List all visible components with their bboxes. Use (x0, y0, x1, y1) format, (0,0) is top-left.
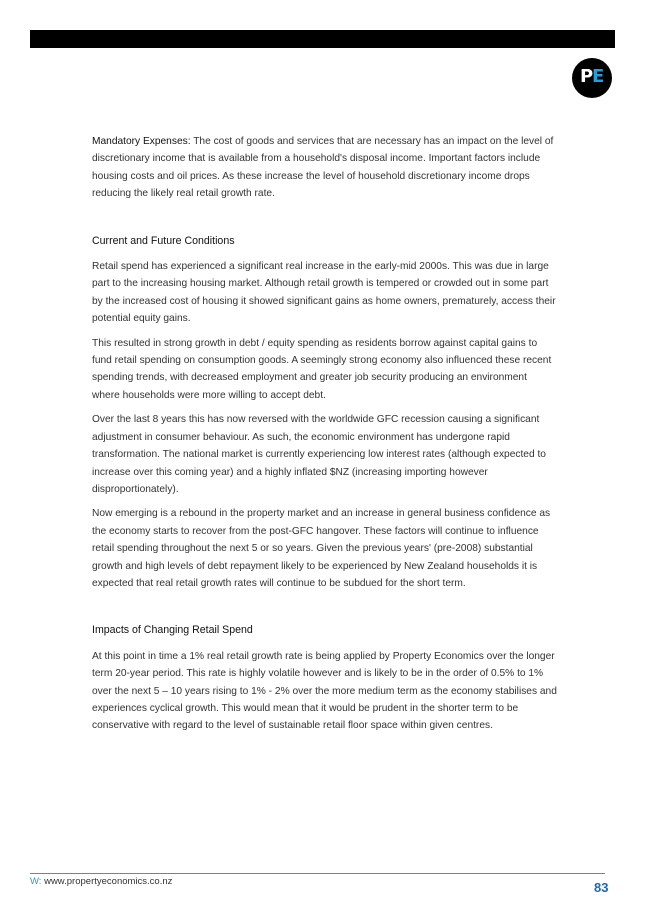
mandatory-expenses-paragraph (92, 133, 557, 203)
footer-web-url[interactable]: www.propertyeconomics.co.nz (41, 876, 173, 887)
page-number: 83 (594, 880, 609, 895)
current-conditions-paragraph-1: Retail spend has experienced a significant real increase in the early-mid 2000s. This was due in large part to the increasing housing market. Although retail growth is tempered or crowded out in some part by the increased cost of housing it showed significant gains as home owners, prematurely, access their potential equity gains. (92, 261, 556, 325)
current-conditions-heading: Current and Future Conditions (92, 234, 235, 247)
logo-letter-p: P (580, 66, 594, 87)
current-conditions-paragraph-4: Now emerging is a rebound in the property market and an increase in general business confidence as the economy starts to recover from the post-GFC hangover. These factors will continue to influence retail spending throughout the next 5 or so years. Given the previous years' (pre-2008) substantial growth and high levels of debt repayment likely to be experienced by New Zealand households it is expected that real retail growth rates will continue to be subdued for the short term. (92, 508, 551, 589)
mandatory-expenses-lead: Mandatory Expenses: (92, 136, 191, 147)
mandatory-expenses-text: The cost of goods and services that are necessary has an impact on the level of discretionary income that is available from a household's disposal income. Important factors include housing costs and oil prices. As these increase the level of household discretionary income drops reducing the likely real retail growth rate. (92, 136, 554, 200)
footer-website (30, 876, 172, 887)
current-conditions-paragraph-3: Over the last 8 years this has now reversed with the worldwide GFC recession causing a significant adjustment in consumer behaviour. As such, the economic environment has undergone rapid transformation. The national market is currently experiencing low interest rates (although expected to increase over this coming year) and a highly inflated $NZ (increasing importing however disproportionately). (92, 414, 546, 495)
impacts-heading: Impacts of Changing Retail Spend (92, 624, 253, 637)
footer-divider (30, 873, 605, 874)
page-body (92, 133, 557, 742)
company-logo (572, 58, 612, 98)
current-conditions-paragraph-2: This resulted in strong growth in debt / equity spending as residents borrow against capital gains to fund retail spending on consumption goods. A seemingly strong economy also influenced these recent spending trends, with decreased employment and greater job security producing an environment where households were more willing to accept debt. (92, 337, 552, 401)
footer-web-label: W: (30, 876, 42, 887)
logo-letter-e: E (592, 66, 605, 87)
impacts-paragraph-1: At this point in time a 1% real retail growth rate is being applied by Property Economics over the longer term 20-year period. This rate is highly volatile however and is likely to be in the order of 0.5% to 1% over the next 5 – 10 years rising to 1% - 2% over the more medium term as the economy stabilises and experiences cyclical growth. This would mean that it would be prudent in the shorter term to be conservative with regard to the level of sustainable retail floor space within given centres. (92, 650, 557, 732)
header-bar (30, 30, 615, 48)
